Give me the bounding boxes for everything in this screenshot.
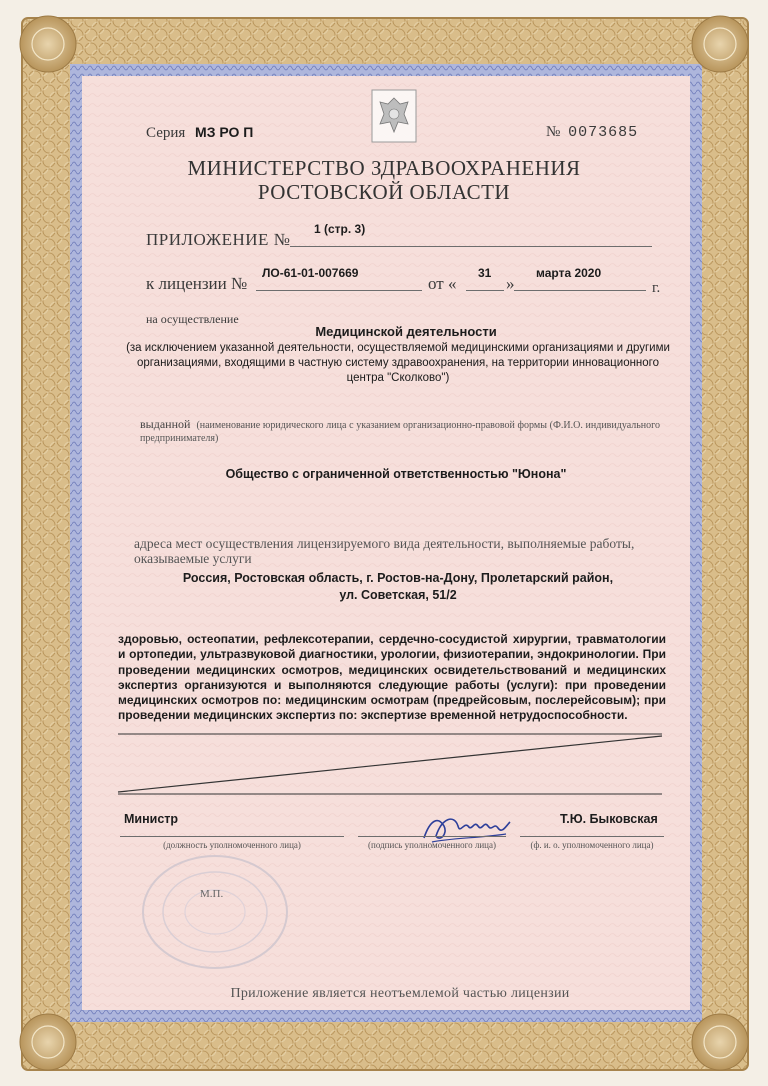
- organization-name: Общество с ограниченной ответственностью "Юнона": [225, 467, 567, 481]
- name-caption: (ф. и. о. уполномоченного лица): [530, 840, 654, 850]
- form-number-line: [546, 124, 638, 141]
- address-line-1: Россия, Ростовская область, г. Ростов-на-Дону, Пролетарский район,: [182, 571, 614, 585]
- stamp-label: М.П.: [200, 888, 224, 900]
- ministry-line-2: РОСТОВСКОЙ ОБЛАСТИ: [257, 180, 511, 204]
- license-day: 31: [478, 266, 492, 280]
- issued-label: выданной: [140, 417, 191, 431]
- activity-details: (за исключением указанной деятельности, осуществляемой медицинскими организациями и другими организациями, входящими в частную систему здравоохранения, на территории инновационного центра "Сколково"): [126, 342, 670, 384]
- date-from-label: от «: [428, 274, 457, 293]
- stamp-seal-icon: [140, 852, 290, 972]
- form-number: 0073685: [568, 124, 639, 141]
- date-close-quote: »: [506, 274, 515, 293]
- series-line: [146, 124, 253, 142]
- series-label: Серия: [146, 125, 186, 141]
- ministry-title: [160, 156, 608, 204]
- activity-title: Медицинской деятельности: [315, 324, 497, 339]
- services-text: здоровью, остеопатии, рефлексотерапии, сердечно-сосудистой хирургии, травматологии и ортопедии, ультразвуковой диагностики, урологии, физиотерапии, эндокринологии. При проведении медицинских осмотров, медицинских освидетельствований и медицинских экспертиз организуются и выполняются следующие работы (услуги): при проведении медицинских осмотров по: медицинским осмотрам (предрейсовым, послерейсовым); при проведении медицинских экспертиз по: экспертизе временной нетрудоспособности.: [118, 632, 666, 723]
- address-label: адреса мест осуществления лицензируемого вида деятельности, выполняемые работы, оказываемые услуги: [134, 536, 635, 566]
- series-value: МЗ РО П: [195, 124, 254, 140]
- footer-note: Приложение является неотъемлемой частью лицензии: [230, 986, 570, 1001]
- position-caption: (должность уполномоченного лица): [163, 840, 301, 850]
- license-month-year: марта 2020: [536, 266, 602, 280]
- activity-label: на осуществление: [146, 312, 239, 326]
- license-number: ЛО-61-01-007669: [262, 266, 359, 280]
- year-suffix: г.: [652, 280, 661, 296]
- signer-name: Т.Ю. Быковская: [560, 812, 658, 826]
- appendix-label: ПРИЛОЖЕНИЕ №: [146, 230, 291, 249]
- ministry-line-1: МИНИСТЕРСТВО ЗДРАВООХРАНЕНИЯ: [187, 156, 581, 180]
- issued-caption: (наименование юридического лица с указанием организационно-правовой формы (Ф.И.О. индивидуального предпринимателя): [140, 420, 660, 444]
- issued-block: [140, 418, 660, 445]
- address-line-2: ул. Советская, 51/2: [339, 588, 457, 602]
- license-label: к лицензии №: [146, 274, 248, 293]
- signature-caption: (подпись уполномоченного лица): [368, 840, 496, 850]
- number-label: №: [546, 124, 561, 140]
- signer-position: Министр: [124, 812, 179, 826]
- coat-of-arms-icon: [370, 88, 418, 144]
- appendix-value: 1 (стр. 3): [314, 222, 366, 236]
